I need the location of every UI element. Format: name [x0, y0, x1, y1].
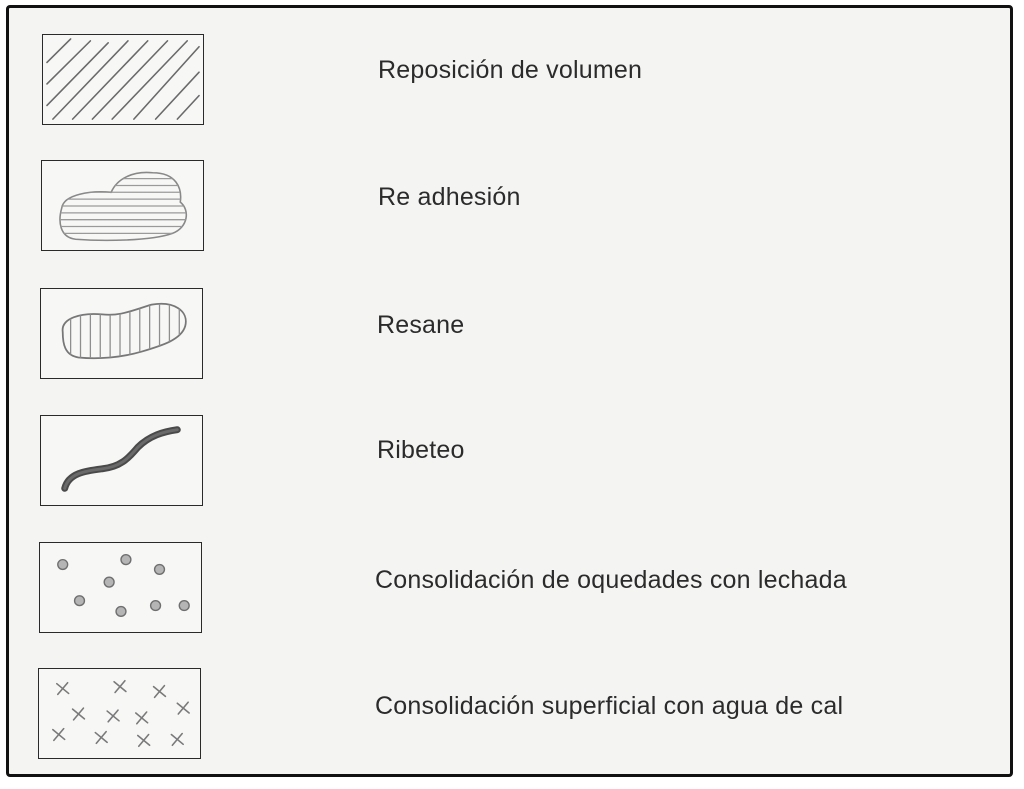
x-marks-swatch [38, 668, 201, 759]
legend-label-reposicion: Reposición de volumen [378, 56, 643, 84]
legend-label-resane: Resane [377, 311, 465, 339]
legend-frame [6, 5, 1013, 777]
legend-label-agua-de-cal: Consolidación superficial con agua de cal [375, 692, 844, 720]
horizontal-hatch-blob-swatch [41, 160, 204, 251]
legend-label-oquedades: Consolidación de oquedades con lechada [375, 566, 847, 594]
circle-dots-swatch [39, 542, 202, 633]
wavy-stroke-swatch [40, 415, 203, 506]
vertical-hatch-blob-swatch [40, 288, 203, 379]
legend-label-re-adhesion: Re adhesión [378, 183, 521, 211]
diagonal-hatch-swatch [42, 34, 204, 125]
legend-label-ribeteo: Ribeteo [377, 436, 465, 464]
